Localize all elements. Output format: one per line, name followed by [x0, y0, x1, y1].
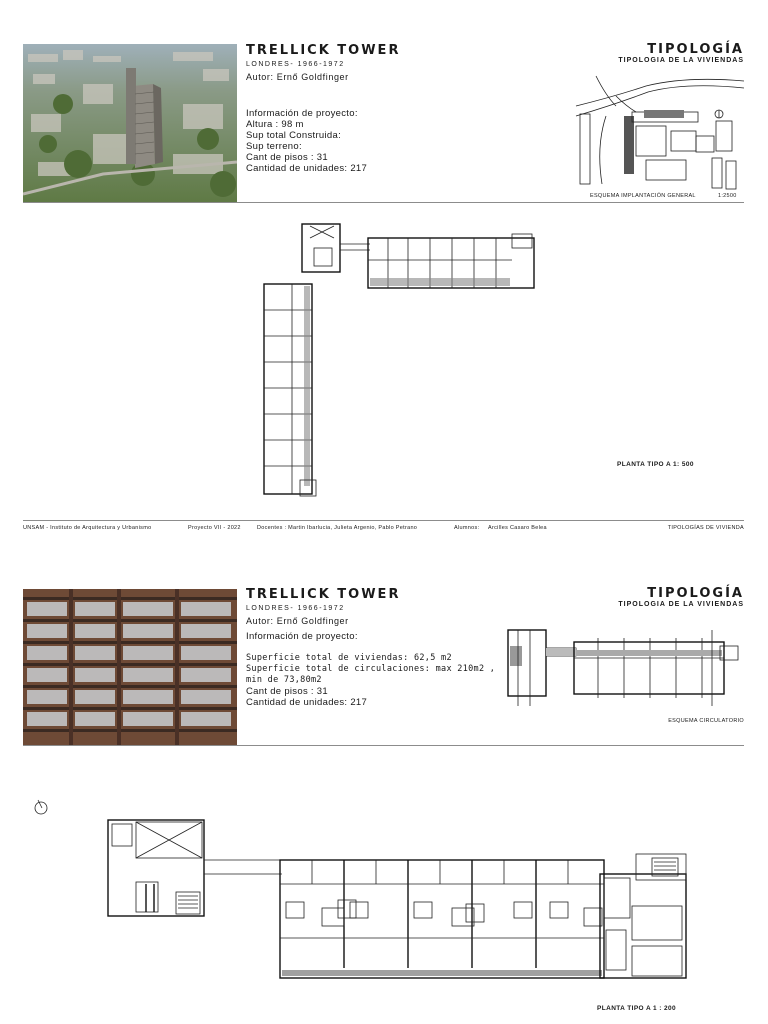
divider	[23, 520, 744, 521]
info-line: Superficie total de circulaciones: max 210m2 ,	[246, 664, 496, 674]
floor-plan-small	[262, 222, 536, 498]
footer-teachers: Docentes : Martin Ibarlucia, Julieta Argenio, Pablo Petrano	[257, 525, 418, 531]
footer-section: TIPOLOGÍAS DE VIVIENDA	[667, 525, 744, 531]
sheet2-info-heading: Información de proyecto:	[246, 631, 358, 642]
sheet1-right-subtitle: TIPOLOGIA DE LA VIVIENDAS	[618, 57, 744, 64]
north-arrow-icon	[32, 798, 50, 816]
info-line: Superficie total de viviendas: 62,5 m2	[246, 653, 452, 663]
circulation-caption: ESQUEMA CIRCULATORIO	[668, 718, 744, 724]
site-plan-caption: ESQUEMA IMPLANTACIÓN GENERAL	[590, 193, 696, 199]
info-line: Cant de pisos : 31	[246, 152, 328, 163]
sheet1-right-title: TIPOLOGÍA	[647, 42, 744, 57]
divider	[23, 745, 744, 746]
floor-plan-large	[106, 818, 690, 980]
floor-plan-small-caption: PLANTA TIPO A 1: 500	[617, 461, 694, 468]
info-line: min de 73,80m2	[246, 675, 322, 685]
sheet2-right-subtitle: TIPOLOGIA DE LA VIVIENDAS	[618, 601, 744, 608]
sheet1-title: TRELLICK TOWER	[246, 43, 401, 58]
site-plan	[576, 76, 744, 200]
sheet2-right-title: TIPOLOGÍA	[647, 586, 744, 601]
info-line: Cantidad de unidades: 217	[246, 163, 368, 174]
sheet1-author: Autor: Ernő Goldfinger	[246, 72, 349, 82]
aerial-photo	[23, 44, 237, 202]
info-line: Cantidad de unidades: 217	[246, 697, 368, 708]
sheet1-info-list	[246, 119, 367, 174]
footer-students: Arcilles Casaro Belea	[488, 525, 547, 531]
divider	[23, 202, 744, 203]
info-line: Cant de pisos : 31	[246, 686, 328, 697]
footer-institution: UNSAM - Instituto de Arquitectura y Urbanismo	[23, 525, 152, 531]
footer-students-label: Alumnos:	[454, 525, 480, 531]
site-plan-scale: 1:2500	[718, 193, 737, 199]
facade-photo	[23, 589, 237, 745]
circulation-diagram	[506, 628, 744, 708]
floor-plan-large-caption: PLANTA TIPO A 1 : 200	[597, 1005, 677, 1012]
sheet2-author: Autor: Ernő Goldfinger	[246, 616, 349, 626]
sheet1-info-heading: Información de proyecto:	[246, 108, 358, 119]
info-line: Altura : 98 m	[246, 119, 304, 130]
sheet2-location: LONDRES- 1966-1972	[246, 605, 345, 612]
info-line: Sup total Construida:	[246, 130, 342, 141]
sheet2-title: TRELLICK TOWER	[246, 587, 401, 602]
sheet1-location: LONDRES- 1966-1972	[246, 61, 345, 68]
footer-course: Proyecto VII - 2022	[188, 525, 241, 531]
sheet2-info-list	[246, 653, 495, 708]
info-line: Sup terreno:	[246, 141, 302, 152]
